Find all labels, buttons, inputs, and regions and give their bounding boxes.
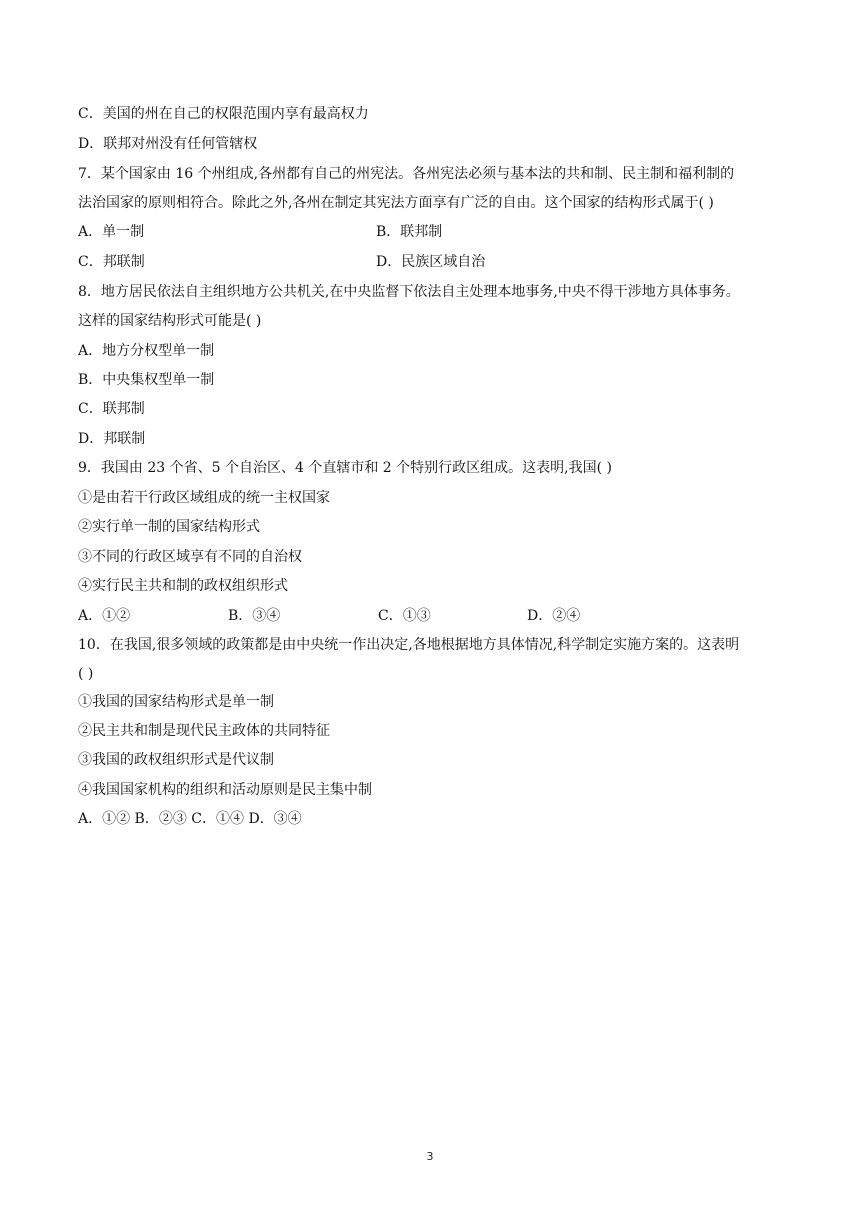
q6-option-d: D．联邦对州没有任何管辖权 bbox=[78, 136, 258, 152]
q7-option-c: C．邦联制 bbox=[78, 254, 145, 270]
q8-stem-line1: 8．地方居民依法自主组织地方公共机关,在中央监督下依法自主处理本地事务,中央不得干涉地方具体事务。 bbox=[78, 284, 740, 300]
q9-statement-2: ②实行单一制的国家结构形式 bbox=[78, 519, 260, 535]
q9-statement-3: ③不同的行政区域享有不同的自治权 bbox=[78, 549, 302, 565]
q10-statement-4: ④我国国家机构的组织和活动原则是民主集中制 bbox=[78, 782, 372, 798]
q9-statement-4: ④实行民主共和制的政权组织形式 bbox=[78, 578, 288, 594]
q8-option-b: B．中央集权型单一制 bbox=[78, 372, 215, 388]
q9-option-d: D．②④ bbox=[527, 608, 581, 624]
q10-statement-1: ①我国的国家结构形式是单一制 bbox=[78, 694, 274, 710]
page-number: 3 bbox=[426, 1150, 434, 1163]
q10-stem-line2: ( ) bbox=[78, 666, 94, 682]
q10-statement-2: ②民主共和制是现代民主政体的共同特征 bbox=[78, 723, 330, 739]
q9-option-c: C．①③ bbox=[378, 608, 431, 624]
q8-option-d: D．邦联制 bbox=[78, 431, 146, 447]
q7-option-b: B．联邦制 bbox=[376, 224, 443, 240]
q10-options: A．①② B．②③ C．①④ D．③④ bbox=[78, 811, 302, 827]
q10-statement-3: ③我国的政权组织形式是代议制 bbox=[78, 752, 274, 768]
q9-option-b: B．③④ bbox=[228, 608, 281, 624]
q6-option-c: C．美国的州在自己的权限范围内享有最高权力 bbox=[78, 106, 369, 122]
q7-stem-line2: 法治国家的原则相符合。除此之外,各州在制定其宪法方面享有广泛的自由。这个国家的结构形式属于( ) bbox=[78, 195, 714, 211]
q9-statement-1: ①是由若干行政区域组成的统一主权国家 bbox=[78, 490, 330, 506]
q10-stem-line1: 10．在我国,很多领域的政策都是由中央统一作出决定,各地根据地方具体情况,科学制定实施方案的。这表明 bbox=[78, 637, 740, 653]
q8-option-c: C．联邦制 bbox=[78, 401, 145, 417]
q9-stem: 9．我国由 23 个省、5 个自治区、4 个直辖市和 2 个特别行政区组成。这表明,我国( ) bbox=[78, 460, 612, 476]
q8-option-a: A．地方分权型单一制 bbox=[78, 343, 215, 359]
q7-option-a: A．单一制 bbox=[78, 224, 145, 240]
q7-option-d: D．民族区域自治 bbox=[376, 254, 486, 270]
q8-stem-line2: 这样的国家结构形式可能是( ) bbox=[78, 313, 262, 329]
q9-option-a: A．①② bbox=[78, 608, 131, 624]
q7-stem-line1: 7．某个国家由 16 个州组成,各州都有自己的州宪法。各州宪法必须与基本法的共和制、民主制和福利制的 bbox=[78, 166, 735, 182]
